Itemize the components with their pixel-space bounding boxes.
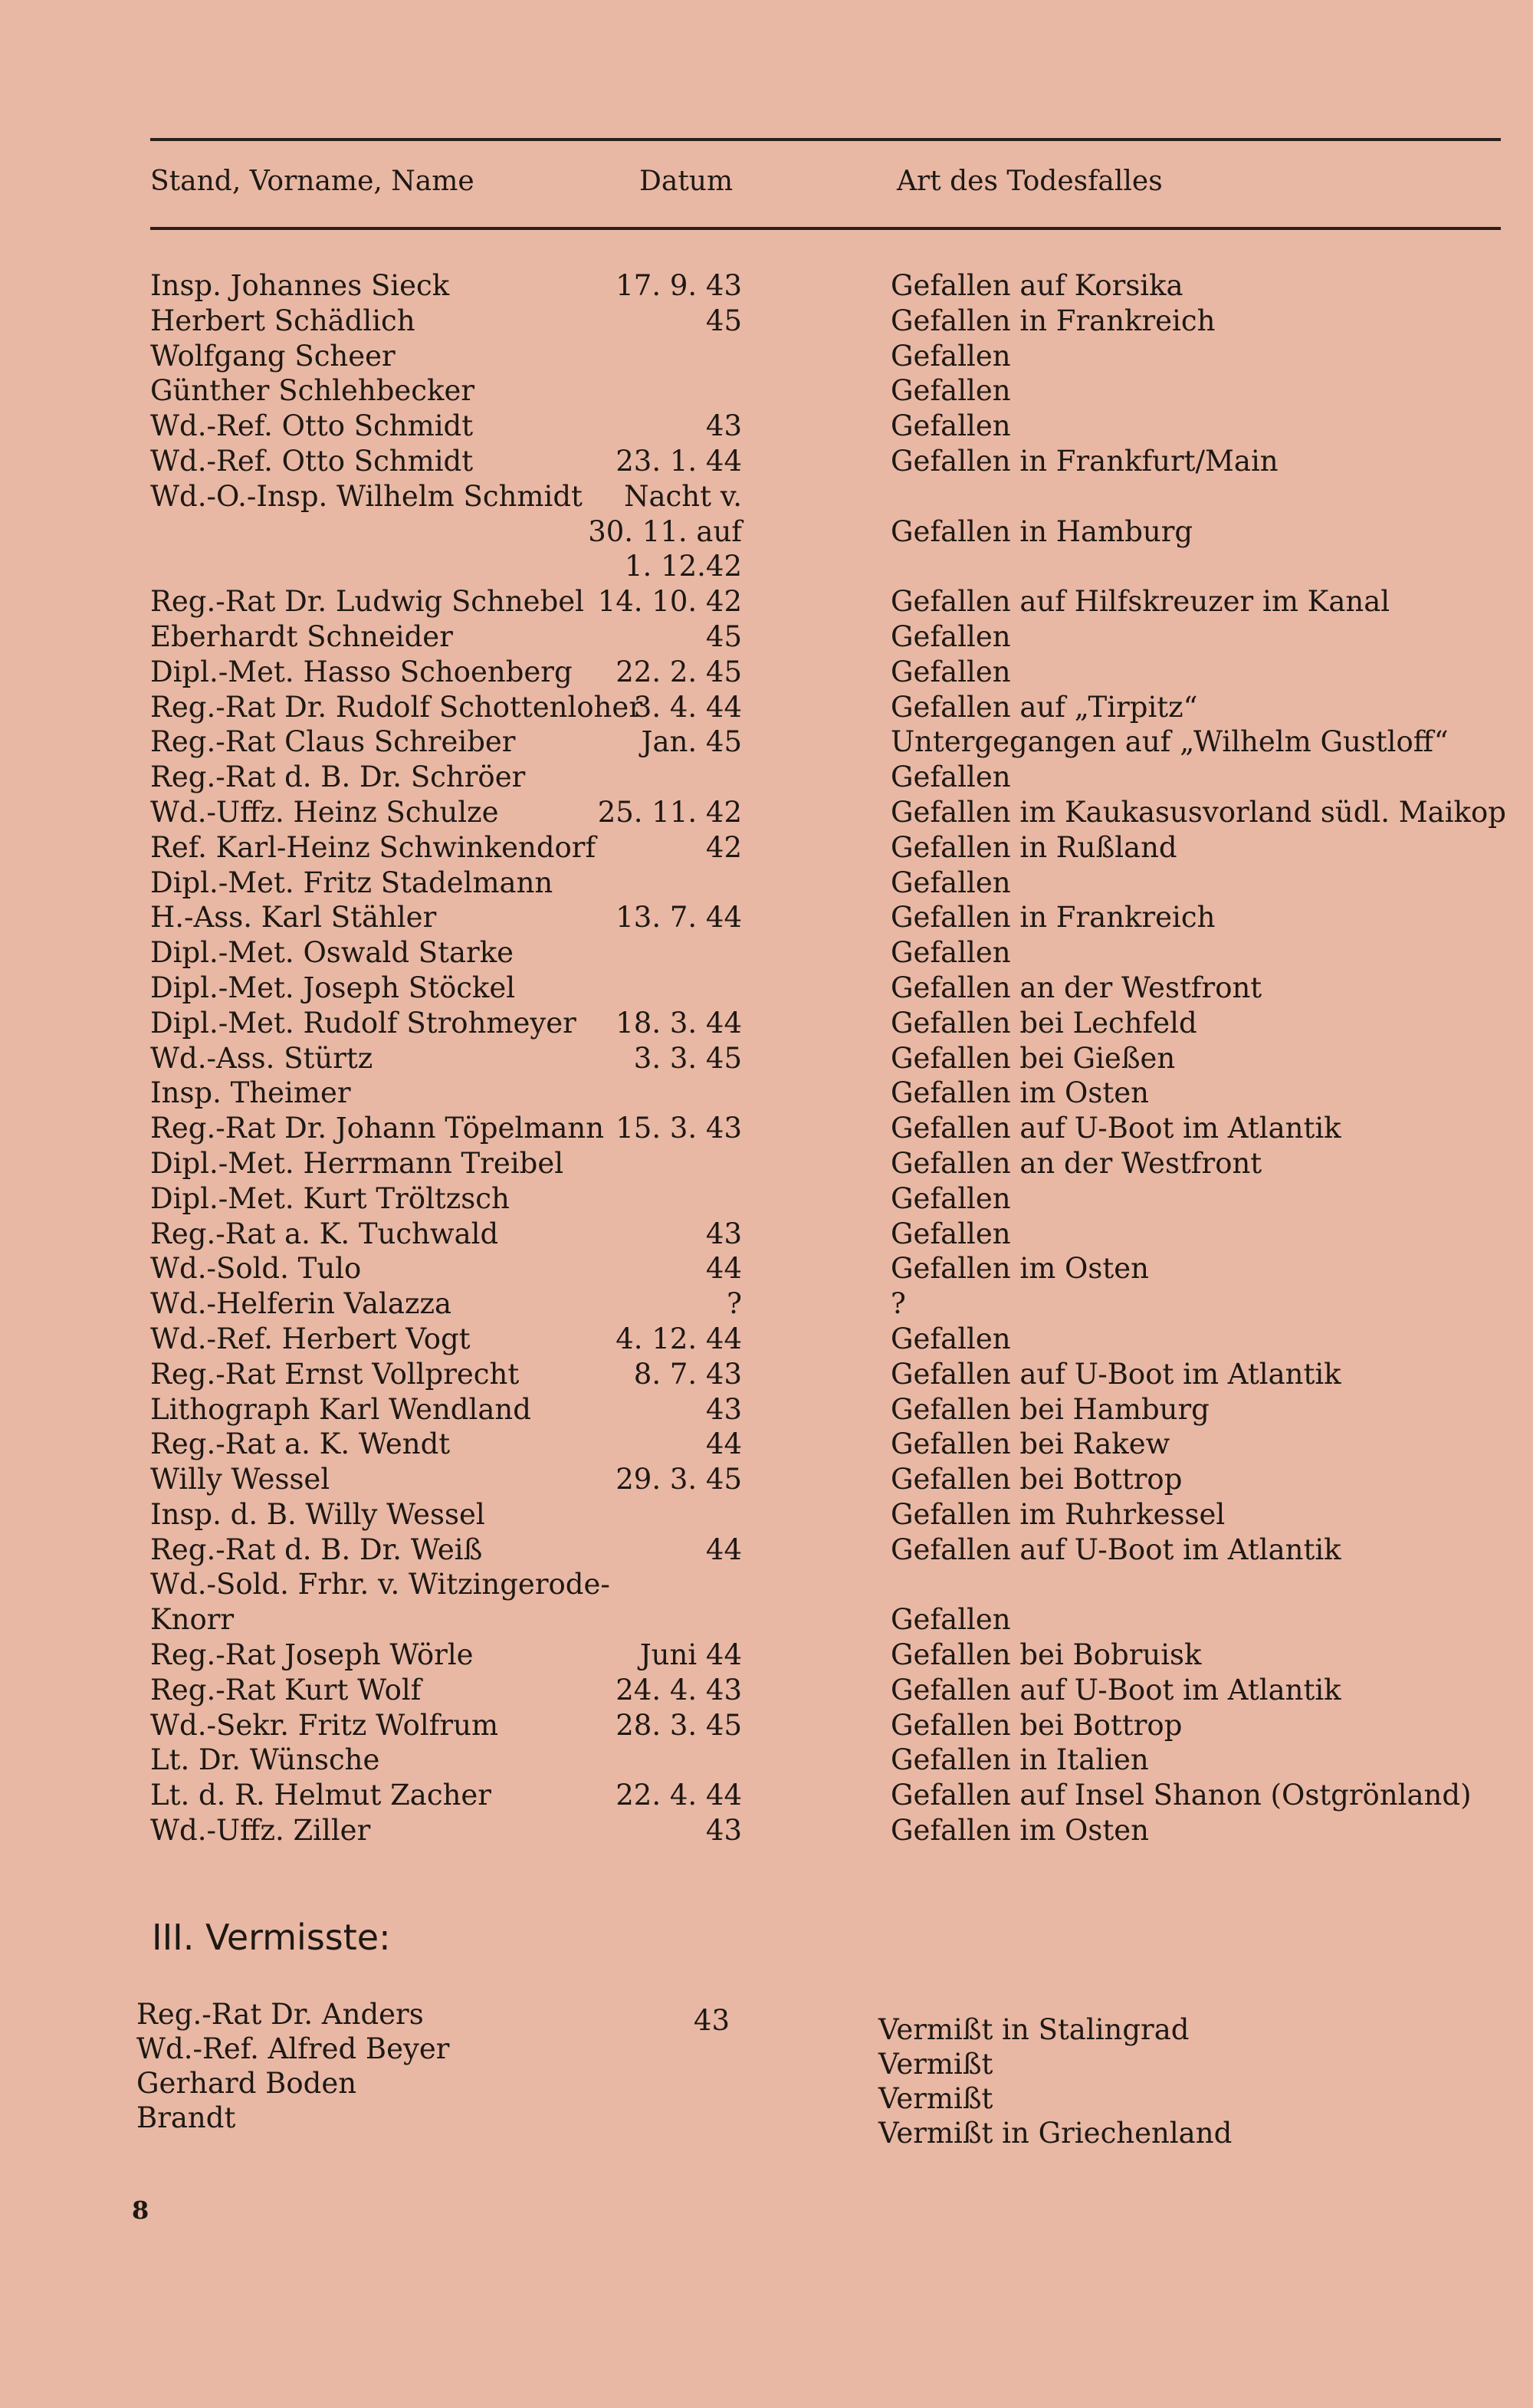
person-name: Dipl.-Met. Fritz Stadelmann <box>150 866 553 899</box>
list-row <box>0 1997 1533 2046</box>
list-row <box>0 2032 1533 2081</box>
person-name: Lithograph Karl Wendland <box>150 1392 531 1426</box>
death-date: 17. 9. 43 <box>615 269 742 302</box>
list-row <box>0 479 1533 514</box>
section-title-missing: III. Vermisste: <box>152 1917 391 1958</box>
list-row <box>0 1111 1533 1146</box>
person-name: Reg.-Rat Dr. Ludwig Schnebel <box>150 585 584 619</box>
death-date: 30. 11. auf <box>588 514 742 548</box>
death-cause: Gefallen in Frankreich <box>891 901 1216 935</box>
person-name: Reg.-Rat a. K. Wendt <box>150 1427 451 1461</box>
death-cause: Gefallen <box>891 1181 1011 1215</box>
death-cause: Gefallen <box>891 1322 1011 1355</box>
death-date: 22. 4. 44 <box>615 1779 742 1812</box>
death-cause: Gefallen bei Bottrop <box>891 1463 1183 1496</box>
death-cause: Gefallen <box>891 866 1011 899</box>
list-row <box>0 409 1533 444</box>
person-name: Dipl.-Met. Hasso Schoenberg <box>150 655 573 688</box>
death-cause: Gefallen im Osten <box>891 1076 1149 1110</box>
death-cause: Gefallen <box>891 619 1011 653</box>
death-date: ? <box>727 1287 742 1321</box>
death-cause: Gefallen an der Westfront <box>891 1146 1262 1180</box>
person-name: Wd.-Ref. Otto Schmidt <box>150 409 474 443</box>
person-name: Reg.-Rat Claus Schreiber <box>150 725 516 759</box>
person-name: Wd.-Sold. Frhr. v. Witzingerode- <box>150 1568 610 1602</box>
person-name: Reg.-Rat Dr. Johann Töpelmann <box>150 1112 605 1145</box>
death-cause: Gefallen auf U-Boot im Atlantik <box>891 1357 1341 1391</box>
person-name: Wd.-Ref. Alfred Beyer <box>136 2032 450 2065</box>
death-date: 14. 10. 42 <box>597 585 742 619</box>
list-row <box>0 1533 1533 1568</box>
death-date: 13. 7. 44 <box>615 901 742 935</box>
person-name: Insp. Theimer <box>150 1076 351 1110</box>
list-row <box>0 866 1533 901</box>
death-date: Jan. 45 <box>641 725 742 759</box>
person-name: Günther Schlehbecker <box>150 374 475 408</box>
death-date: 44 <box>705 1427 742 1461</box>
list-row <box>0 1778 1533 1813</box>
death-date: 4. 12. 44 <box>615 1322 742 1355</box>
list-row <box>0 584 1533 619</box>
death-cause: Gefallen <box>891 374 1011 408</box>
death-date: Juni 44 <box>639 1638 742 1672</box>
death-cause: Gefallen in Italien <box>891 1743 1149 1777</box>
list-row <box>0 1708 1533 1743</box>
death-date: 3. 4. 44 <box>633 690 742 724</box>
person-name: Knorr <box>150 1603 235 1637</box>
death-date: 43 <box>705 1392 742 1426</box>
list-row <box>0 1322 1533 1357</box>
person-name: Lt. d. R. Helmut Zacher <box>150 1779 491 1812</box>
death-cause: Gefallen auf Hilfskreuzer im Kanal <box>891 585 1390 619</box>
list-row <box>0 1567 1533 1602</box>
death-date: 23. 1. 44 <box>615 444 742 478</box>
person-name: Reg.-Rat Dr. Rudolf Schottenloher <box>150 690 643 724</box>
death-date: 1. 12.42 <box>625 550 742 583</box>
list-row <box>0 1497 1533 1533</box>
person-name: Lt. Dr. Wünsche <box>150 1743 380 1777</box>
list-row <box>0 549 1533 584</box>
person-name: Dipl.-Met. Kurt Tröltzsch <box>150 1181 510 1215</box>
person-name: Wd.-Helferin Valazza <box>150 1287 451 1321</box>
person-name: Wd.-Sekr. Fritz Wolfrum <box>150 1708 499 1742</box>
death-cause: Gefallen in Frankfurt/Main <box>891 444 1279 478</box>
person-name: H.-Ass. Karl Stähler <box>150 901 437 935</box>
column-header-cause: Art des Todesfalles <box>897 166 1163 197</box>
death-date: 24. 4. 43 <box>615 1673 742 1707</box>
death-cause: Gefallen <box>891 761 1011 794</box>
person-name: Eberhardt Schneider <box>150 619 453 653</box>
list-row <box>0 2066 1533 2115</box>
page-number: 8 <box>132 2196 149 2225</box>
person-name: Wd.-O.-Insp. Wilhelm Schmidt <box>150 479 583 513</box>
list-row <box>0 304 1533 339</box>
list-row <box>0 1146 1533 1181</box>
death-date: 43 <box>705 1814 742 1848</box>
death-date: 8. 7. 43 <box>633 1357 742 1391</box>
list-row <box>0 724 1533 760</box>
list-row <box>0 935 1533 971</box>
list-row <box>0 1041 1533 1076</box>
death-date: Nacht v. <box>624 479 742 513</box>
person-name: Reg.-Rat d. B. Dr. Weiß <box>150 1533 483 1566</box>
death-cause: Gefallen auf U-Boot im Atlantik <box>891 1533 1341 1566</box>
death-cause: Gefallen bei Bobruisk <box>891 1638 1202 1672</box>
death-cause: Gefallen im Kaukasusvorland südl. Maikop <box>891 795 1506 829</box>
person-name: Gerhard Boden <box>136 2067 357 2100</box>
list-row <box>0 1076 1533 1111</box>
person-name: Dipl.-Met. Oswald Starke <box>150 936 514 970</box>
death-date: 3. 3. 45 <box>633 1041 742 1075</box>
person-name: Wd.-Ref. Herbert Vogt <box>150 1322 471 1355</box>
header-top-rule <box>150 138 1501 141</box>
death-cause: Gefallen bei Gießen <box>891 1041 1176 1075</box>
header-bottom-rule <box>150 227 1501 230</box>
list-row <box>0 268 1533 304</box>
death-cause: Gefallen bei Rakew <box>891 1427 1170 1461</box>
death-date: 15. 3. 43 <box>615 1112 742 1145</box>
missing-list <box>0 1997 1533 2150</box>
person-name: Willy Wessel <box>150 1463 330 1496</box>
person-name: Wd.-Sold. Tulo <box>150 1252 362 1286</box>
death-cause: Gefallen in Frankreich <box>891 304 1216 337</box>
death-date: 29. 3. 45 <box>615 1463 742 1496</box>
death-cause: Gefallen auf Korsika <box>891 269 1183 302</box>
column-header-name: Stand, Vorname, Name <box>150 166 474 197</box>
death-cause: Gefallen auf U-Boot im Atlantik <box>891 1112 1341 1145</box>
person-name: Wd.-Ass. Stürtz <box>150 1041 373 1075</box>
list-row <box>0 1217 1533 1252</box>
death-date: 44 <box>705 1533 742 1566</box>
death-cause: Gefallen bei Hamburg <box>891 1392 1210 1426</box>
list-row <box>0 1673 1533 1708</box>
death-cause: Gefallen in Rußland <box>891 830 1177 864</box>
death-cause: Vermißt <box>878 2082 993 2115</box>
death-date: 44 <box>705 1252 742 1286</box>
list-row <box>0 1357 1533 1392</box>
death-date: 43 <box>705 1217 742 1250</box>
death-cause: Gefallen <box>891 339 1011 373</box>
person-name: Dipl.-Met. Herrmann Treibel <box>150 1146 564 1180</box>
person-name: Insp. Johannes Sieck <box>150 269 450 302</box>
death-cause: Gefallen <box>891 1603 1011 1637</box>
person-name: Reg.-Rat a. K. Tuchwald <box>150 1217 499 1250</box>
list-row <box>0 1743 1533 1778</box>
list-row <box>0 795 1533 830</box>
person-name: Insp. d. B. Willy Wessel <box>150 1497 485 1531</box>
person-name: Reg.-Rat d. B. Dr. Schröer <box>150 761 526 794</box>
list-row <box>0 971 1533 1006</box>
death-date: 22. 2. 45 <box>615 655 742 688</box>
fallen-list <box>0 268 1533 1848</box>
death-cause: ? <box>891 1287 906 1321</box>
death-cause: Untergegangen auf „Wilhelm Gustloff“ <box>891 725 1449 759</box>
person-name: Brandt <box>136 2101 236 2134</box>
column-header-date: Datum <box>639 166 734 197</box>
list-row <box>0 1286 1533 1322</box>
list-row <box>0 373 1533 409</box>
death-date: 25. 11. 42 <box>597 795 742 829</box>
person-name: Ref. Karl-Heinz Schwinkendorf <box>150 830 596 864</box>
list-row <box>0 655 1533 690</box>
person-name: Wd.-Uffz. Heinz Schulze <box>150 795 499 829</box>
death-cause: Gefallen <box>891 655 1011 688</box>
list-row <box>0 444 1533 479</box>
person-name: Herbert Schädlich <box>150 304 415 337</box>
death-cause: Gefallen an der Westfront <box>891 971 1262 1004</box>
person-name: Reg.-Rat Ernst Vollprecht <box>150 1357 520 1391</box>
person-name: Dipl.-Met. Joseph Stöckel <box>150 971 516 1004</box>
death-cause: Gefallen im Osten <box>891 1252 1149 1286</box>
death-cause: Gefallen auf Insel Shanon (Ostgrönland) <box>891 1779 1472 1812</box>
person-name: Wolfgang Scheer <box>150 339 396 373</box>
death-date: 43 <box>693 2004 730 2037</box>
list-row <box>0 690 1533 725</box>
death-cause: Gefallen im Ruhrkessel <box>891 1497 1226 1531</box>
death-date: 28. 3. 45 <box>615 1708 742 1742</box>
list-row <box>0 1813 1533 1848</box>
death-cause: Gefallen bei Bottrop <box>891 1708 1183 1742</box>
list-row <box>0 2101 1533 2150</box>
death-cause: Vermißt <box>878 2048 993 2081</box>
list-row <box>0 1392 1533 1427</box>
list-row <box>0 1638 1533 1673</box>
person-name: Reg.-Rat Joseph Wörle <box>150 1638 474 1672</box>
death-cause: Gefallen bei Lechfeld <box>891 1006 1197 1040</box>
person-name: Reg.-Rat Kurt Wolf <box>150 1673 422 1707</box>
death-date: 43 <box>705 409 742 443</box>
death-cause: Vermißt in Stalingrad <box>878 2013 1190 2046</box>
death-date: 42 <box>705 830 742 864</box>
death-cause: Vermißt in Griechenland <box>878 2117 1233 2150</box>
death-cause: Gefallen auf U-Boot im Atlantik <box>891 1673 1341 1707</box>
death-date: 18. 3. 44 <box>615 1006 742 1040</box>
death-date: 45 <box>705 304 742 337</box>
death-cause: Gefallen <box>891 936 1011 970</box>
death-cause: Gefallen im Osten <box>891 1814 1149 1848</box>
list-row <box>0 1006 1533 1041</box>
list-row <box>0 619 1533 655</box>
person-name: Wd.-Uffz. Ziller <box>150 1814 371 1848</box>
person-name: Dipl.-Met. Rudolf Strohmeyer <box>150 1006 576 1040</box>
list-row <box>0 830 1533 866</box>
list-row <box>0 1462 1533 1497</box>
death-cause: Gefallen <box>891 1217 1011 1250</box>
list-row <box>0 1181 1533 1217</box>
list-row <box>0 1251 1533 1286</box>
death-cause: Gefallen in Hamburg <box>891 514 1193 548</box>
death-date: 45 <box>705 619 742 653</box>
list-row <box>0 514 1533 550</box>
list-row <box>0 1602 1533 1638</box>
list-row <box>0 339 1533 374</box>
person-name: Wd.-Ref. Otto Schmidt <box>150 444 474 478</box>
death-cause: Gefallen <box>891 409 1011 443</box>
death-cause: Gefallen auf „Tirpitz“ <box>891 690 1198 724</box>
list-row <box>0 1427 1533 1462</box>
list-row <box>0 760 1533 795</box>
person-name: Reg.-Rat Dr. Anders <box>136 1998 424 2031</box>
list-row <box>0 900 1533 935</box>
